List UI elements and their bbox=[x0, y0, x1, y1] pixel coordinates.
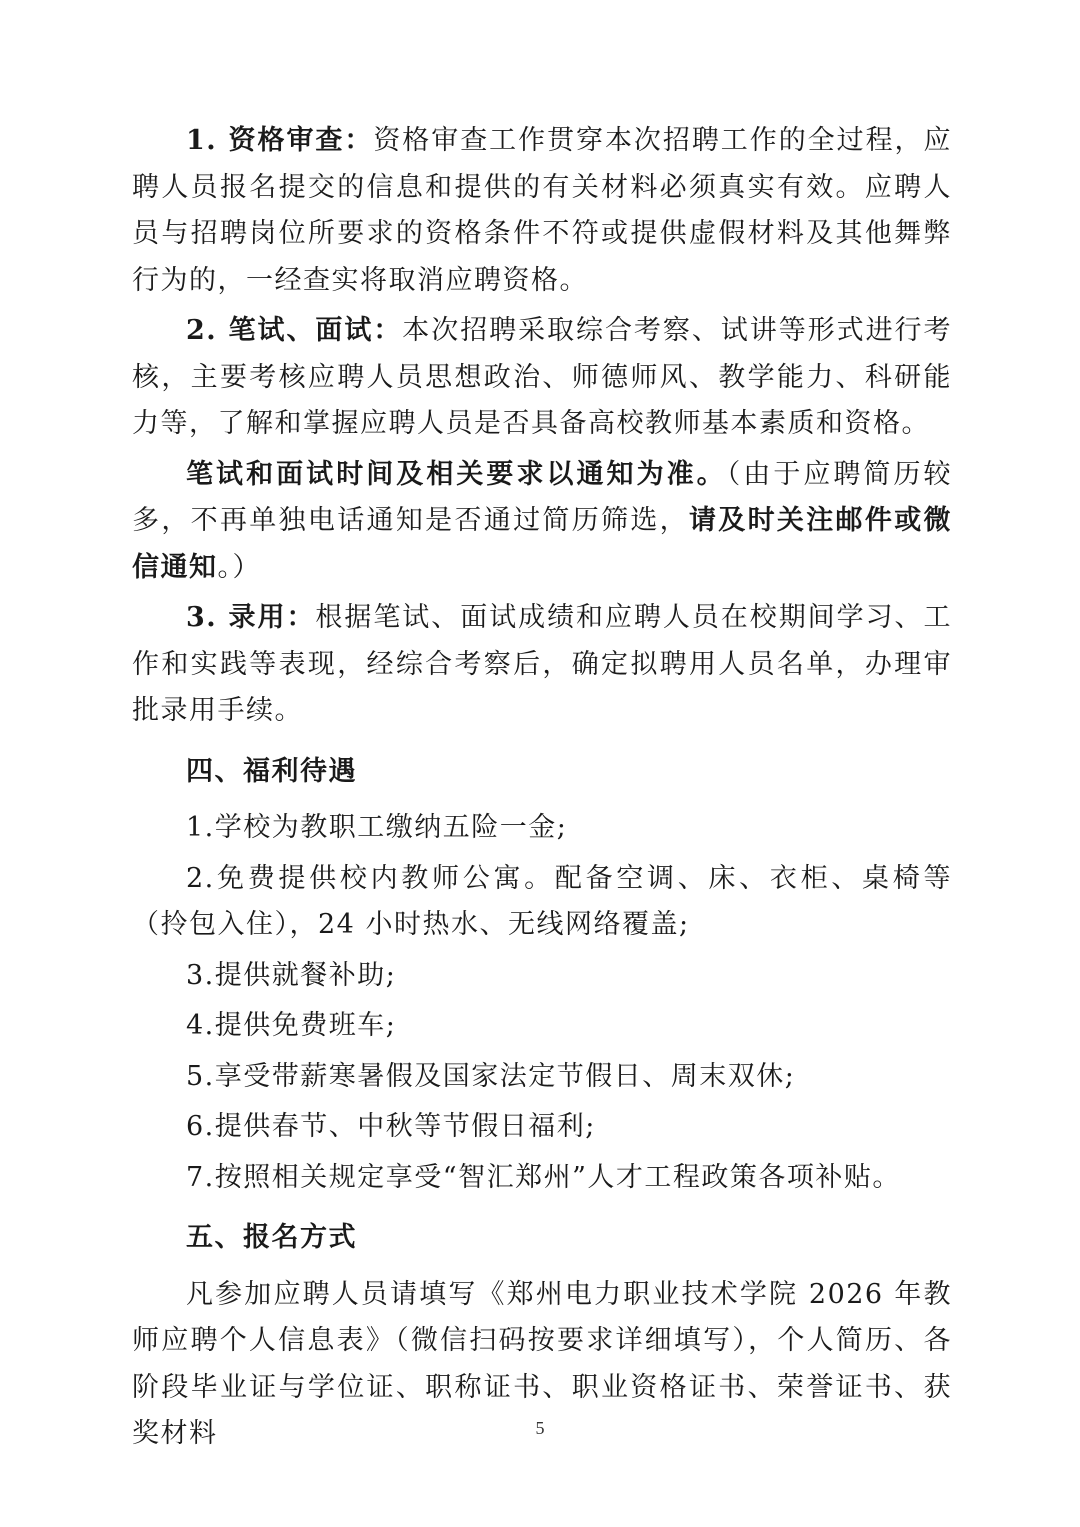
qualification-review-text: 资格审查工作贯穿本次招聘工作的全过程，应聘人员报名提交的信息和提供的有关材料必须真实有效。应聘人员与招聘岗位所要求的资格条件不符或提供虚假材料及其他舞弊行为的，一经查实将取消应聘资格。 bbox=[132, 125, 952, 296]
benefit-item-2: 2.免费提供校内教师公寓。配备空调、床、衣柜、桌椅等（拎包入住），24 小时热水、无线网络覆盖; bbox=[132, 862, 952, 940]
benefit-item-1: 1.学校为教职工缴纳五险一金; bbox=[186, 812, 568, 843]
benefits-list bbox=[132, 805, 952, 1201]
exam-interview-paragraph bbox=[132, 308, 952, 448]
exam-notice-bold-lead: 笔试和面试时间及相关要求以通知为准。 bbox=[186, 458, 727, 490]
qualification-review-paragraph bbox=[132, 118, 952, 304]
exam-interview-text: 本次招聘采取综合考察、试讲等形式进行考核，主要考核应聘人员思想政治、师德师风、教学能力、科研能力等，了解和掌握应聘人员是否具备高校教师基本素质和资格。 bbox=[132, 315, 952, 439]
exam-notice-plain-end: 。） bbox=[217, 551, 261, 583]
exam-interview-title: 2. 笔试、面试： bbox=[186, 315, 403, 346]
benefit-item-3: 3.提供就餐补助; bbox=[186, 959, 397, 991]
document-body bbox=[132, 118, 952, 1458]
application-method-heading: 五、报名方式 bbox=[186, 1222, 357, 1253]
employment-paragraph bbox=[132, 595, 952, 735]
benefit-item-7: 7.按照相关规定享受“智汇郑州”人才工程政策各项补贴。 bbox=[186, 1161, 901, 1193]
exam-notice-bold-tail: 请及时关注邮件或微信通知 bbox=[132, 505, 953, 583]
benefits-heading: 四、福利待遇 bbox=[186, 755, 357, 787]
application-method-paragraph: 凡参加应聘人员请填写《郑州电力职业技术学院 2026 年教师应聘个人信息表》（微信扫码按要求详细填写），个人简历、各阶段毕业证与学位证、职称证书、职业资格证书、荣誉证书、获奖材料 bbox=[132, 1278, 952, 1449]
benefit-item-4: 4.提供免费班车; bbox=[186, 1010, 397, 1041]
exam-notice-plain-mid: （由于应聘简历较多，不再单独电话通知是否通过简历筛选， bbox=[132, 458, 953, 536]
page-number: 5 bbox=[535, 1418, 545, 1438]
employment-text: 根据笔试、面试成绩和应聘人员在校期间学习、工作和实践等表现，经综合考察后，确定拟聘用人员名单，办理审批录用手续。 bbox=[132, 602, 953, 726]
qualification-review-title: 1. 资格审查： bbox=[186, 125, 374, 156]
exam-notice-paragraph bbox=[132, 452, 952, 592]
benefit-item-5: 5.享受带薪寒暑假及国家法定节假日、周末双休; bbox=[186, 1060, 796, 1092]
benefit-item-6: 6.提供春节、中秋等节假日福利; bbox=[186, 1111, 596, 1142]
employment-title: 3. 录用： bbox=[186, 602, 316, 633]
